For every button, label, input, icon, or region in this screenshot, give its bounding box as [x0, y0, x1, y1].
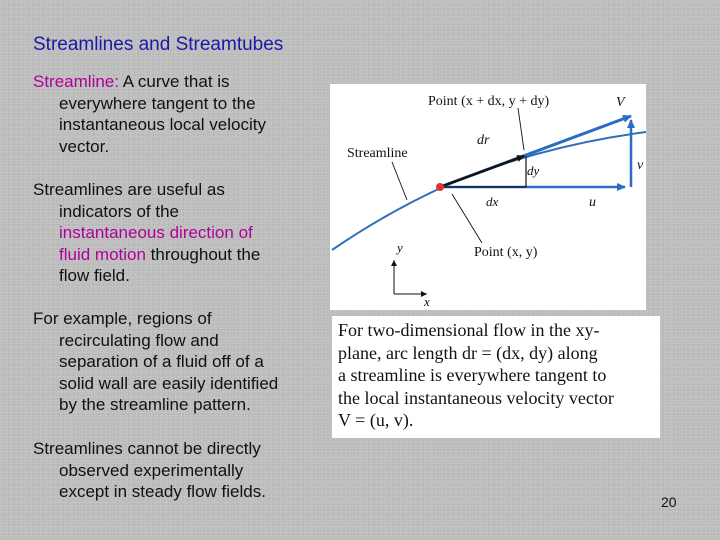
- steady-line-1: Streamlines cannot be directly: [33, 439, 261, 458]
- paragraph-steady-flow: [33, 438, 323, 503]
- useful-line-1: Streamlines are useful as: [33, 180, 225, 199]
- dx-label: dx: [486, 194, 499, 209]
- dy-label: dy: [527, 163, 540, 178]
- v-label: v: [637, 158, 644, 173]
- paragraph-recirculating-example: [33, 308, 323, 416]
- top-point-label: Point (x + dx, y + dy): [428, 94, 550, 109]
- definition-line-1: [33, 71, 323, 93]
- useful-highlight: fluid motion: [59, 244, 146, 264]
- point-marker: [436, 183, 444, 191]
- note-line-2: plane, arc length dr = (dx, dy) along: [338, 342, 598, 363]
- definition-text-1: A curve that is: [118, 72, 230, 91]
- point-leader: [452, 194, 482, 243]
- y-axis-label: y: [397, 240, 403, 255]
- example-line-1: For example, regions of: [33, 309, 212, 328]
- definition-line-2: everywhere tangent to the: [59, 93, 256, 113]
- definition-line-3: instantaneous local velocity: [59, 115, 266, 134]
- paragraph-streamlines-useful: [33, 179, 323, 287]
- note-line-1: For two-dimensional flow in the xy-: [338, 320, 600, 340]
- definition-line-4: vector.: [59, 136, 110, 156]
- example-line-4: solid wall are easily identified: [59, 373, 279, 393]
- streamline-label: Streamline: [347, 146, 408, 161]
- arc-length-text: [338, 319, 658, 432]
- u-label: u: [589, 195, 596, 210]
- top-point-leader: [518, 108, 524, 150]
- arc-length-note: [332, 316, 660, 438]
- steady-line-3: except in steady flow fields.: [59, 482, 266, 501]
- slide-title: Streamlines and Streamtubes: [33, 34, 284, 55]
- dr-vector: [440, 156, 524, 187]
- V-label: V: [616, 95, 625, 110]
- example-line-5: by the streamline pattern.: [59, 395, 251, 414]
- note-line-3: a streamline is everywhere tangent to: [338, 365, 607, 385]
- note-line-4: the local instantaneous velocity vector: [338, 387, 614, 408]
- streamline-diagram: [330, 84, 646, 310]
- x-axis-label: x: [424, 294, 430, 309]
- useful-rest: throughout the: [145, 244, 261, 264]
- useful-line-5: flow field.: [59, 266, 130, 285]
- example-line-2: recirculating flow and: [59, 330, 219, 350]
- streamline-leader: [392, 162, 407, 200]
- example-line-3: separation of a fluid off of a: [59, 352, 264, 371]
- steady-line-2: observed experimentally: [59, 460, 244, 480]
- definition-term: Streamline:: [33, 72, 119, 91]
- page-number: 20: [661, 494, 677, 510]
- paragraph-streamline-definition: [33, 71, 323, 157]
- useful-line-2: indicators of the: [59, 201, 180, 221]
- streamline-diagram-svg: [330, 84, 646, 310]
- useful-line-3: instantaneous direction of: [59, 223, 253, 242]
- note-line-5: V = (u, v).: [338, 410, 414, 430]
- dr-label: dr: [477, 133, 490, 148]
- useful-line-4: [33, 244, 323, 266]
- point-label: Point (x, y): [474, 245, 538, 260]
